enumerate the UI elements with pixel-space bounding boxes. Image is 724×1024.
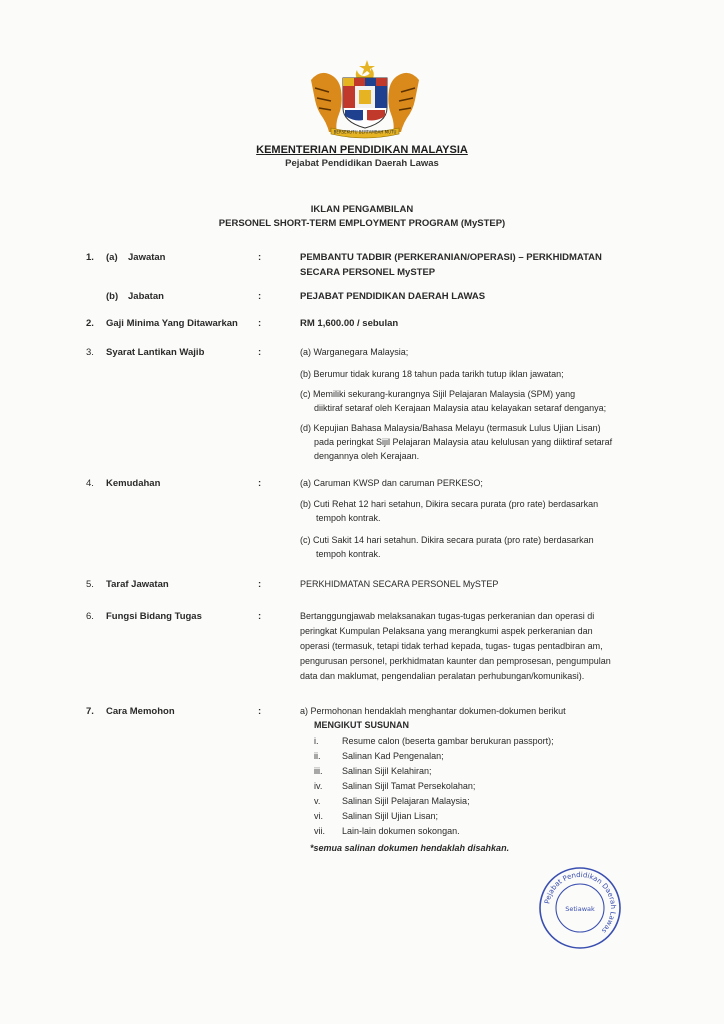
jawatan-value-line1: PEMBANTU TADBIR (PERKERANIAN/OPERASI) – PERKHIDMATAN [300,252,602,263]
doc-text: Salinan Sijil Pelajaran Malaysia; [342,796,470,806]
syarat-d-line2: pada peringkat Sijil Pelajaran Malaysia atau kelulusan yang diiktiraf setaraf [314,437,613,447]
ad-title-line2: PERSONEL SHORT-TERM EMPLOYMENT PROGRAM (MySTEP) [218,218,506,229]
doc-text: Resume calon (beserta gambar berukuran passport); [342,736,554,746]
office-name: Pejabat Pendidikan Daerah Lawas [285,158,439,169]
stamp-ring-text: Pejabat Pendidikan Daerah Lawas [543,870,618,935]
colon: : [258,579,262,590]
taraf-label: Taraf Jawatan [106,579,169,590]
item-7-number: 7. [86,706,94,717]
ministry-name: KEMENTERIAN PENDIDIKAN MALAYSIA [256,144,468,156]
fungsi-line1: Bertanggungjawab melaksanakan tugas-tugas perkeranian dan operasi di [300,611,595,621]
taraf-value: PERKHIDMATAN SECARA PERSONEL MySTEP [300,579,499,589]
svg-text:Pejabat Pendidikan Daerah Lawa [543,871,617,935]
syarat-d-line1: (d) Kepujian Bahasa Malaysia/Bahasa Melayu (termasuk Lulus Ujian Lisan) [300,423,601,433]
jawatan-label: Jawatan [128,252,166,263]
colon: : [258,347,262,358]
certification-note: *semua salinan dokumen hendaklah disahkan. [310,843,510,853]
doc-num: iii. [314,766,323,776]
kemudahan-c-line2: tempoh kontrak. [316,549,381,559]
colon: : [258,291,262,302]
ad-title-line1: IKLAN PENGAMBILAN [310,204,414,215]
doc-num: iv. [314,781,323,791]
kemudahan-a: (a) Caruman KWSP dan caruman PERKESO; [300,478,483,488]
fungsi-line4: pengurusan personel, perkhidmatan kaunter dan pemprosesan, pengumpulan [300,656,611,666]
fungsi-label: Fungsi Bidang Tugas [106,611,202,622]
item-1b-letter: (b) [106,291,119,302]
jabatan-value: PEJABAT PENDIDIKAN DAERAH LAWAS [300,291,486,302]
doc-text: Salinan Sijil Ujian Lisan; [342,811,439,821]
jawatan-value-line2: SECARA PERSONEL MySTEP [300,267,436,278]
cara-label: Cara Memohon [106,706,175,717]
colon: : [258,706,262,717]
kemudahan-b-line1: (b) Cuti Rehat 12 hari setahun, Dikira secara purata (pro rate) berdasarkan [300,499,599,509]
item-4-number: 4. [86,478,94,489]
item-2-number: 2. [86,318,94,329]
doc-text: Salinan Sijil Tamat Persekolahan; [342,781,476,791]
item-3-number: 3. [86,347,94,358]
kemudahan-c-line1: (c) Cuti Sakit 14 hari setahun. Dikira secara purata (pro rate) berdasarkan [300,535,594,545]
item-1-number: 1. [86,252,94,263]
colon: : [258,611,262,622]
fungsi-line2: peringkat Kumpulan Pelaksana yang merangkumi aspek perkeranian dan [300,626,593,636]
kemudahan-label: Kemudahan [106,478,161,489]
cara-a-line2: MENGIKUT SUSUNAN [314,720,410,730]
doc-num: vi. [314,811,323,821]
colon: : [258,478,262,489]
item-1a-letter: (a) [106,252,118,263]
colon: : [258,318,262,329]
syarat-d-line3: dengannya oleh Kerajaan. [314,451,420,461]
cara-a-line1: a) Permohonan hendaklah menghantar dokumen-dokumen berikut [300,706,566,716]
syarat-label: Syarat Lantikan Wajib [106,347,205,358]
doc-num: vii. [314,826,325,836]
doc-text: Salinan Sijil Kelahiran; [342,766,432,776]
gaji-label: Gaji Minima Yang Ditawarkan [106,318,238,329]
syarat-c-line1: (c) Memiliki sekurang-kurangnya Sijil Pelajaran Malaysia (SPM) yang [300,389,576,399]
stamp-center-text: Setiawak [565,905,595,913]
doc-num: i. [314,736,319,746]
jabatan-label: Jabatan [128,291,164,302]
doc-num: ii. [314,751,321,761]
syarat-b: (b) Berumur tidak kurang 18 tahun pada tarikh tutup iklan jawatan; [300,369,564,379]
syarat-c-line2: diiktiraf setaraf oleh Kerajaan Malaysia atau kelayakan setaraf denganya; [314,403,607,413]
fungsi-line5: data dan maklumat, pengendalian peralatan perhubungan/komunikasi). [300,671,585,681]
gaji-value: RM 1,600.00 / sebulan [300,318,399,329]
doc-text: Lain-lain dokumen sokongan. [342,826,460,836]
fungsi-line3: operasi (termasuk, tetapi tidak terhad kepada, tugas- tugas pentadbiran am, [300,641,603,651]
doc-num: v. [314,796,321,806]
doc-text: Salinan Kad Pengenalan; [342,751,444,761]
crest-motto: BERSEKUTU BERTAMBAH MUTU [333,129,397,135]
kemudahan-b-line2: tempoh kontrak. [316,513,381,523]
colon: : [258,252,262,263]
item-5-number: 5. [86,579,94,590]
office-stamp [538,866,622,950]
syarat-a: (a) Warganegara Malaysia; [300,347,409,357]
item-6-number: 6. [86,611,94,622]
coat-of-arms-logo [305,58,425,140]
